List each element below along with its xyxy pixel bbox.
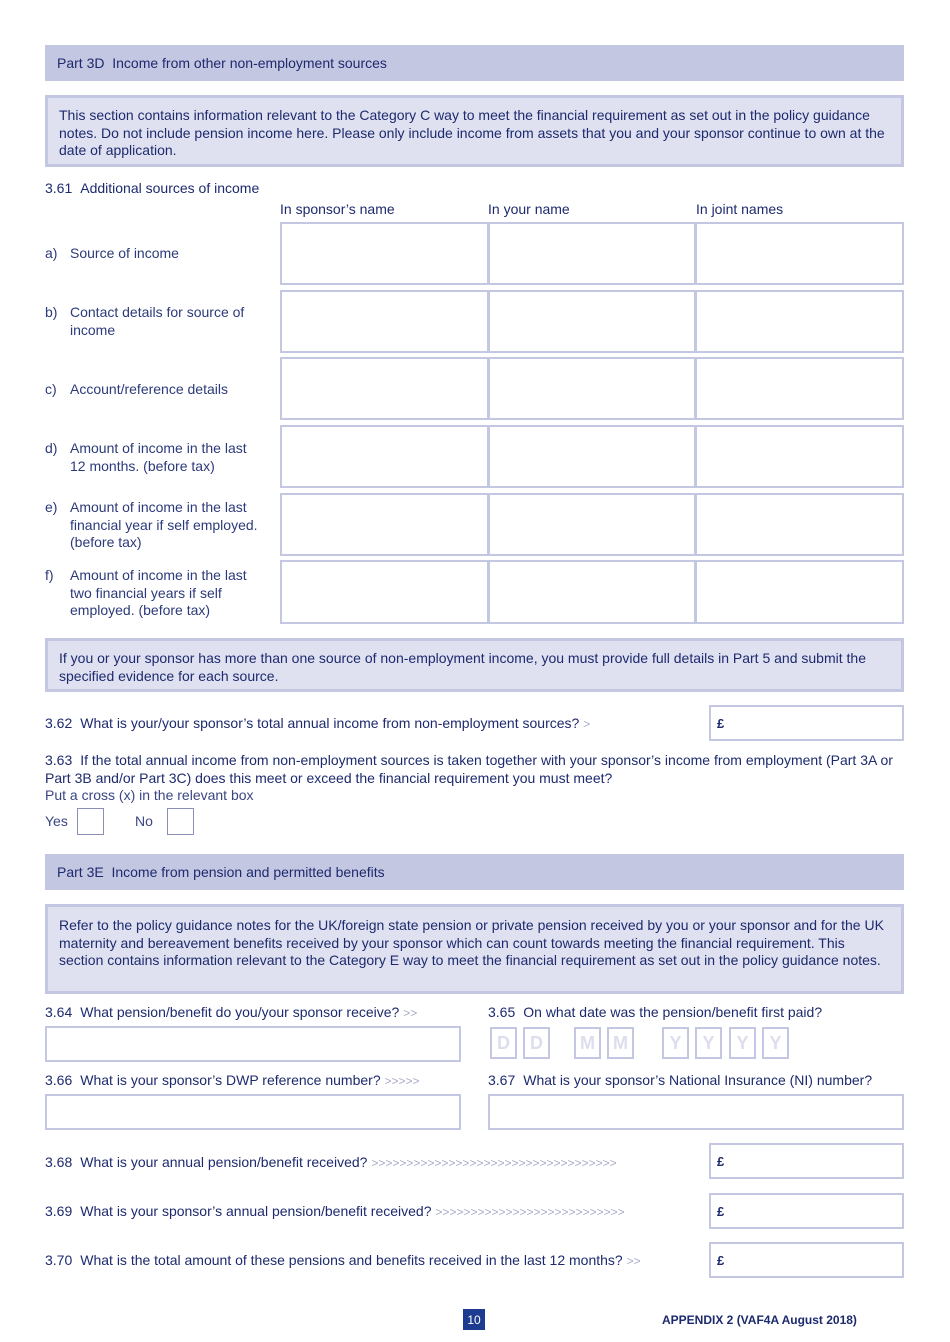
date-day-1[interactable]: D <box>490 1027 517 1059</box>
col-joint-names: In joint names <box>696 201 784 217</box>
row-e-label <box>45 499 265 559</box>
q370-amount-input[interactable] <box>709 1242 904 1278</box>
q370-number: 3.70 <box>45 1252 73 1268</box>
page-number: 10 <box>463 1309 485 1330</box>
row-f-letter: f) <box>45 567 54 583</box>
q364-number: 3.64 <box>45 1004 73 1020</box>
q370-label <box>45 1252 641 1268</box>
multiple-sources-text: If you or your sponsor has more than one source of non-employment income, you must provide full details in Part 5 and submit the specified evidence for each source. <box>59 650 866 684</box>
q369-arrows: >>>>>>>>>>>>>>>>>>>>>>>>>>> <box>435 1205 625 1219</box>
q367-text: What is your sponsor’s National Insurance (NI) number? <box>523 1072 873 1088</box>
q364-text: What pension/benefit do you/your sponsor receive? <box>80 1004 400 1020</box>
yes-checkbox[interactable] <box>77 808 104 835</box>
multiple-sources-note <box>45 638 904 692</box>
input-a-joint[interactable] <box>695 222 904 285</box>
q366-text: What is your sponsor’s DWP reference number? <box>80 1072 381 1088</box>
date-year-1[interactable]: Y <box>662 1027 689 1059</box>
q361-number: 3.61 <box>45 180 73 196</box>
row-e-letter: e) <box>45 499 58 515</box>
row-b-text: Contact details for source of income <box>70 304 245 338</box>
input-f-yours[interactable] <box>488 560 696 624</box>
date-day-2[interactable]: D <box>523 1027 550 1059</box>
row-a-letter: a) <box>45 245 58 261</box>
q361-label <box>45 180 259 196</box>
part-3e-info-box <box>45 904 904 994</box>
input-b-joint[interactable] <box>695 290 904 353</box>
q365-text: On what date was the pension/benefit first paid? <box>523 1004 823 1020</box>
q369-text: What is your sponsor’s annual pension/benefit received? <box>80 1203 432 1219</box>
q368-amount-input[interactable] <box>709 1143 904 1179</box>
input-a-yours[interactable] <box>488 222 696 285</box>
q363-number: 3.63 <box>45 752 73 768</box>
input-e-joint[interactable] <box>695 493 904 556</box>
row-a-text: Source of income <box>70 245 179 261</box>
row-f-text: Amount of income in the last two financial years if self employed. (before tax) <box>70 567 247 618</box>
input-e-sponsor[interactable] <box>280 493 489 556</box>
date-year-2[interactable]: Y <box>695 1027 722 1059</box>
row-d-label <box>45 440 265 480</box>
date-year-3[interactable]: Y <box>729 1027 756 1059</box>
q367-label <box>488 1072 872 1088</box>
pound-sign: £ <box>717 715 725 731</box>
row-b-letter: b) <box>45 304 58 320</box>
q362-label <box>45 715 590 731</box>
q362-arrows: > <box>583 717 591 731</box>
part-3e-title: Part 3E Income from pension and permitted benefits <box>57 864 385 880</box>
no-label: No <box>135 813 153 829</box>
row-e-text: Amount of income in the last financial year if self employed. (before tax) <box>70 499 258 550</box>
q367-number: 3.67 <box>488 1072 516 1088</box>
row-d-text: Amount of income in the last 12 months. (before tax) <box>70 440 247 474</box>
row-f-label <box>45 567 265 627</box>
col-your-name: In your name <box>488 201 570 217</box>
q365-label <box>488 1004 822 1020</box>
q369-number: 3.69 <box>45 1203 73 1219</box>
q370-arrows: >> <box>626 1254 641 1268</box>
pound-sign: £ <box>717 1203 725 1219</box>
row-c-letter: c) <box>45 381 57 397</box>
row-c-label <box>45 381 265 401</box>
q366-label <box>45 1072 420 1088</box>
input-f-sponsor[interactable] <box>280 560 489 624</box>
q362-text: What is your/your sponsor’s total annual income from non-employment sources? <box>80 715 580 731</box>
row-c-text: Account/reference details <box>70 381 228 397</box>
input-e-yours[interactable] <box>488 493 696 556</box>
part-3d-title: Part 3D Income from other non-employment sources <box>57 55 387 71</box>
input-b-yours[interactable] <box>488 290 696 353</box>
q368-label <box>45 1154 617 1170</box>
row-d-letter: d) <box>45 440 58 456</box>
q368-text: What is your annual pension/benefit received? <box>80 1154 368 1170</box>
input-a-sponsor[interactable] <box>280 222 489 285</box>
q363-label <box>45 752 904 787</box>
input-c-yours[interactable] <box>488 357 696 420</box>
row-a-label <box>45 245 265 265</box>
date-year-4[interactable]: Y <box>762 1027 789 1059</box>
q364-label <box>45 1004 417 1020</box>
q365-number: 3.65 <box>488 1004 516 1020</box>
date-month-1[interactable]: M <box>574 1027 601 1059</box>
part-3d-intro: This section contains information relevant to the Category C way to meet the financial requirement as set out in the policy guidance notes. Do not include pension income here. Please only include income from assets that you and your sponsor continue to own at the date of application. <box>59 107 885 158</box>
pound-sign: £ <box>717 1252 725 1268</box>
q362-amount-input[interactable] <box>709 705 904 741</box>
input-c-sponsor[interactable] <box>280 357 489 420</box>
q363-text: If the total annual income from non-employment sources is taken together with your sponsor’s income from employment (Part 3A or Part 3B and/or Part 3C) does this meet or exceed the financial requirement you must meet? <box>45 752 893 786</box>
q367-ni-input[interactable] <box>488 1094 904 1130</box>
input-c-joint[interactable] <box>695 357 904 420</box>
part-3e-header <box>45 854 904 890</box>
q369-amount-input[interactable] <box>709 1193 904 1229</box>
q366-number: 3.66 <box>45 1072 73 1088</box>
part-3e-intro: Refer to the policy guidance notes for the UK/foreign state pension or private pension received by you or your sponsor and for the UK maternity and bereavement benefits received by your sponsor which can count towards meeting the financial requirement. This section contains information relevant to the Category E way to meet the financial requirement as set out in the policy guidance notes. <box>59 917 884 968</box>
q364-pension-input[interactable] <box>45 1026 461 1062</box>
no-checkbox[interactable] <box>167 808 194 835</box>
q361-text: Additional sources of income <box>80 180 260 196</box>
part-3d-info-box <box>45 95 904 167</box>
q370-text: What is the total amount of these pensions and benefits received in the last 12 months? <box>80 1252 623 1268</box>
row-b-label <box>45 304 265 344</box>
q369-label <box>45 1203 625 1219</box>
date-month-2[interactable]: M <box>607 1027 634 1059</box>
q366-arrows: >>>>> <box>384 1074 420 1088</box>
q362-number: 3.62 <box>45 715 73 731</box>
input-b-sponsor[interactable] <box>280 290 489 353</box>
q368-arrows: >>>>>>>>>>>>>>>>>>>>>>>>>>>>>>>>>>> <box>371 1156 617 1170</box>
appendix-label: APPENDIX 2 (VAF4A August 2018) <box>662 1313 857 1327</box>
input-d-joint[interactable] <box>695 425 904 488</box>
pound-sign: £ <box>717 1153 725 1169</box>
q364-arrows: >> <box>403 1006 418 1020</box>
q363-instruction: Put a cross (x) in the relevant box <box>45 787 254 803</box>
input-d-yours[interactable] <box>488 425 696 488</box>
q366-dwp-input[interactable] <box>45 1094 461 1130</box>
input-d-sponsor[interactable] <box>280 425 489 488</box>
yes-label: Yes <box>45 813 68 829</box>
input-f-joint[interactable] <box>695 560 904 624</box>
col-sponsor-name: In sponsor’s name <box>280 201 395 217</box>
q368-number: 3.68 <box>45 1154 73 1170</box>
part-3d-header <box>45 45 904 81</box>
